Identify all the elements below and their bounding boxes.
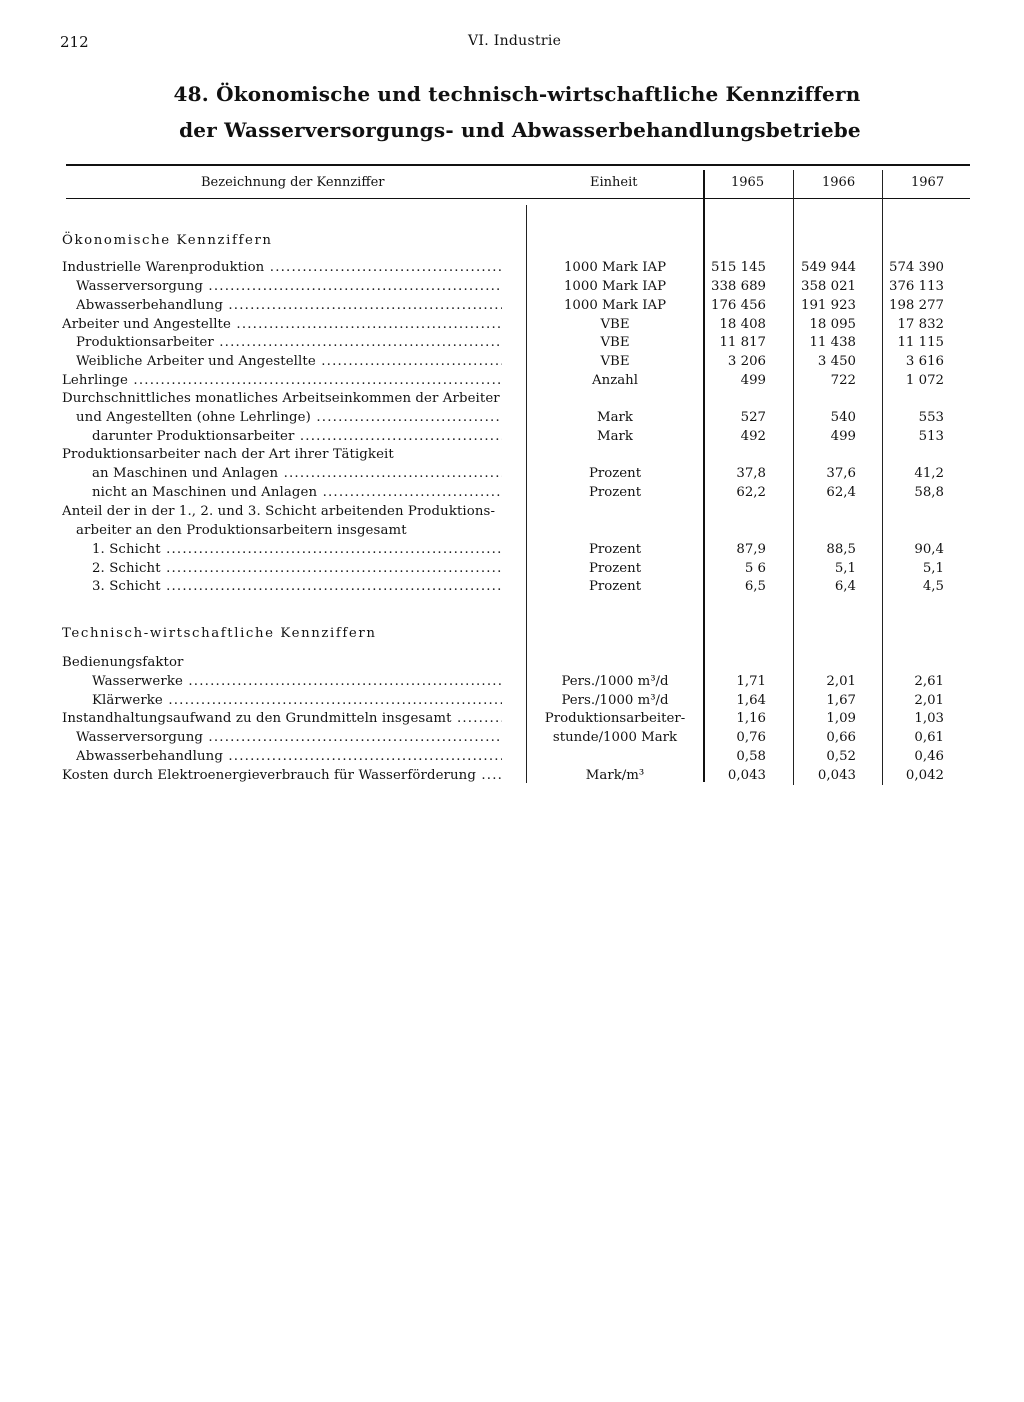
- row-value-1965: 11 817: [719, 335, 766, 350]
- row-label: Klärwerke .....: [92, 692, 502, 710]
- row-value-1965: 3 206: [727, 354, 766, 369]
- row-value-1965: 499: [740, 373, 766, 388]
- table-row: [0, 503, 1024, 521]
- table-row: [0, 390, 1024, 408]
- row-unit: Prozent: [588, 485, 642, 500]
- table-row: [0, 654, 1024, 672]
- header-1966: 1966: [822, 175, 856, 190]
- row-unit: Mark: [597, 429, 633, 444]
- row-unit: VBE: [600, 317, 630, 332]
- row-value-1967: 90,4: [914, 542, 944, 557]
- section-heading-technical: Technisch-wirtschaftliche Kennziffern: [62, 626, 377, 641]
- row-value-1965: 1,16: [736, 711, 766, 726]
- row-value-1967: 2,01: [914, 693, 944, 708]
- row-unit: VBE: [600, 335, 630, 350]
- row-label: Lehrlinge .....: [62, 372, 502, 390]
- row-value-1965: 338 689: [711, 279, 766, 294]
- row-label: Arbeiter und Angestellte .....: [62, 316, 502, 334]
- row-value-1965: 37,8: [736, 466, 766, 481]
- row-value-1965: 515 145: [711, 260, 766, 275]
- table-row: [0, 710, 1024, 728]
- row-value-1966: 6,4: [834, 579, 856, 594]
- row-value-1966: 722: [830, 373, 856, 388]
- row-unit: Prozent: [588, 542, 642, 557]
- row-unit: Mark: [597, 410, 633, 425]
- table-row: [0, 673, 1024, 691]
- row-value-1967: 0,46: [914, 749, 944, 764]
- table-row: [0, 578, 1024, 596]
- row-value-1965: 176 456: [711, 298, 766, 313]
- row-label: 2. Schicht .....: [92, 560, 502, 578]
- row-value-1967: 3 616: [905, 354, 944, 369]
- row-value-1966: 540: [830, 410, 856, 425]
- row-unit: Anzahl: [592, 373, 638, 388]
- row-value-1966: 88,5: [826, 542, 856, 557]
- table-row: [0, 372, 1024, 390]
- row-value-1967: 574 390: [889, 260, 944, 275]
- row-label: Durchschnittliches monatliches Arbeitseinkommen der Arbeiter: [62, 391, 500, 406]
- row-unit: 1000 Mark IAP: [563, 279, 667, 294]
- row-value-1965: 87,9: [736, 542, 766, 557]
- row-label: arbeiter an den Produktionsarbeitern insgesamt: [76, 523, 407, 538]
- row-unit: Prozent: [588, 579, 642, 594]
- table-title-line-1: 48. Ökonomische und technisch-wirtschaftliche Kennziffern: [173, 82, 861, 106]
- section-heading-economic: Ökonomische Kennziffern: [62, 233, 273, 248]
- row-value-1967: 553: [918, 410, 944, 425]
- row-unit: Prozent: [588, 466, 642, 481]
- row-unit: 1000 Mark IAP: [563, 298, 667, 313]
- row-value-1966: 18 095: [809, 317, 856, 332]
- table-row: [0, 446, 1024, 464]
- table-row: [0, 522, 1024, 540]
- table-row: [0, 729, 1024, 747]
- row-value-1966: 62,4: [826, 485, 856, 500]
- table-row: [0, 316, 1024, 334]
- table-row: [0, 259, 1024, 277]
- table-top-rule: [66, 164, 970, 166]
- row-unit: Prozent: [588, 561, 642, 576]
- row-value-1967: 1,03: [914, 711, 944, 726]
- row-value-1965: 1,71: [736, 674, 766, 689]
- row-value-1965: 0,043: [727, 768, 766, 783]
- row-unit: Pers./1000 m³/d: [561, 693, 669, 708]
- row-value-1965: 527: [740, 410, 766, 425]
- row-value-1965: 1,64: [736, 693, 766, 708]
- row-label: und Angestellten (ohne Lehrlinge) .....: [76, 409, 502, 427]
- row-value-1966: 358 021: [801, 279, 856, 294]
- row-label: Abwasserbehandlung .....: [76, 297, 502, 315]
- row-value-1967: 376 113: [889, 279, 944, 294]
- row-value-1966: 3 450: [817, 354, 856, 369]
- row-label: Anteil der in der 1., 2. und 3. Schicht arbeitenden Produktions-: [62, 504, 496, 519]
- row-value-1965: 6,5: [744, 579, 766, 594]
- row-value-1965: 0,58: [736, 749, 766, 764]
- row-value-1966: 37,6: [826, 466, 856, 481]
- row-value-1966: 5,1: [834, 561, 856, 576]
- row-value-1965: 0,76: [736, 730, 766, 745]
- row-label: Bedienungsfaktor: [62, 655, 184, 670]
- table-row: [0, 692, 1024, 710]
- row-value-1967: 5,1: [922, 561, 944, 576]
- row-label: 3. Schicht .....: [92, 578, 502, 596]
- row-value-1966: 549 944: [801, 260, 856, 275]
- header-bottom-rule: [66, 198, 970, 199]
- table-row: [0, 560, 1024, 578]
- row-value-1967: 41,2: [914, 466, 944, 481]
- row-label: Abwasserbehandlung .....: [76, 748, 502, 766]
- table-row: [0, 748, 1024, 766]
- header-1965: 1965: [731, 175, 765, 190]
- row-value-1967: 0,61: [914, 730, 944, 745]
- row-value-1967: 1 072: [905, 373, 944, 388]
- row-value-1966: 191 923: [801, 298, 856, 313]
- table-row: [0, 767, 1024, 785]
- row-unit: Produktionsarbeiter-: [544, 711, 686, 726]
- row-label: Instandhaltungsaufwand zu den Grundmitteln insgesamt .....: [62, 710, 502, 728]
- table-row: [0, 297, 1024, 315]
- row-value-1967: 198 277: [889, 298, 944, 313]
- row-label: nicht an Maschinen und Anlagen .....: [92, 484, 502, 502]
- row-label: Wasserversorgung .....: [76, 278, 502, 296]
- row-value-1965: 62,2: [736, 485, 766, 500]
- page-number: 212: [60, 33, 89, 51]
- header-label: Bezeichnung der Kennziffer: [201, 175, 385, 190]
- row-label: Industrielle Warenproduktion .....: [62, 259, 502, 277]
- row-value-1966: 1,67: [826, 693, 856, 708]
- row-label: Wasserversorgung .....: [76, 729, 502, 747]
- row-unit: 1000 Mark IAP: [563, 260, 667, 275]
- table-row: [0, 334, 1024, 352]
- row-unit: Mark/m³: [585, 768, 645, 783]
- row-value-1965: 492: [740, 429, 766, 444]
- row-value-1966: 0,043: [817, 768, 856, 783]
- table-row: [0, 465, 1024, 483]
- table-title-line-2: der Wasserversorgungs- und Abwasserbehandlungsbetriebe: [179, 118, 861, 142]
- running-head: VI. Industrie: [468, 33, 562, 49]
- table-row: [0, 353, 1024, 371]
- row-value-1967: 4,5: [922, 579, 944, 594]
- row-value-1966: 0,52: [826, 749, 856, 764]
- row-value-1967: 513: [918, 429, 944, 444]
- table-row: [0, 484, 1024, 502]
- row-unit: VBE: [600, 354, 630, 369]
- row-label: Kosten durch Elektroenergieverbrauch für Wasserförderung .....: [62, 767, 502, 785]
- table-row: [0, 278, 1024, 296]
- row-value-1966: 11 438: [809, 335, 856, 350]
- table-row: [0, 428, 1024, 446]
- row-value-1966: 0,66: [826, 730, 856, 745]
- row-label: Produktionsarbeiter nach der Art ihrer Tätigkeit: [62, 447, 394, 462]
- table-row: [0, 409, 1024, 427]
- row-unit: stunde/1000 Mark: [552, 730, 678, 745]
- row-value-1967: 17 832: [897, 317, 944, 332]
- row-label: Weibliche Arbeiter und Angestellte .....: [76, 353, 502, 371]
- header-1967: 1967: [911, 175, 945, 190]
- row-value-1966: 1,09: [826, 711, 856, 726]
- row-label: 1. Schicht .....: [92, 541, 502, 559]
- row-label: darunter Produktionsarbeiter .....: [92, 428, 502, 446]
- table-row: [0, 541, 1024, 559]
- row-unit: Pers./1000 m³/d: [561, 674, 669, 689]
- row-label: Produktionsarbeiter .....: [76, 334, 502, 352]
- row-value-1966: 2,01: [826, 674, 856, 689]
- row-value-1965: 5 6: [744, 561, 766, 576]
- row-value-1965: 18 408: [719, 317, 766, 332]
- row-value-1967: 2,61: [914, 674, 944, 689]
- row-value-1967: 0,042: [905, 768, 944, 783]
- row-value-1967: 11 115: [897, 335, 944, 350]
- header-unit: Einheit: [590, 175, 638, 190]
- row-value-1966: 499: [830, 429, 856, 444]
- row-value-1967: 58,8: [914, 485, 944, 500]
- row-label: an Maschinen und Anlagen .....: [92, 465, 502, 483]
- row-label: Wasserwerke .....: [92, 673, 502, 691]
